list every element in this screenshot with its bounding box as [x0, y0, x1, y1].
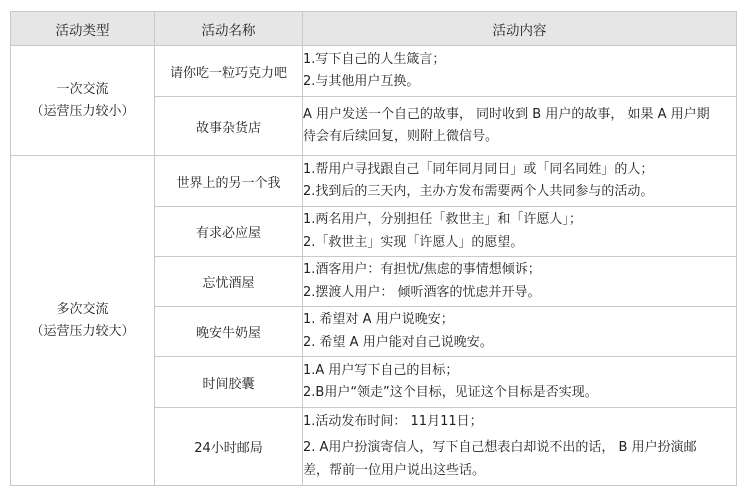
- activity-type-note: （运营压力较小）: [30, 103, 135, 119]
- activity-name-cell: 世界上的另一个我: [155, 156, 303, 207]
- activity-content-cell: [303, 207, 737, 257]
- activity-name-cell: 24小时邮局: [155, 408, 303, 486]
- content-line: 待会有后续回复，则附上微信号。: [303, 129, 499, 144]
- content-line: 2. A用户扮演寄信人，写下自己想表白却说不出的话， B 用户扮演邮: [303, 440, 697, 456]
- content-line: 1.酒客用户：有担忧/焦虑的事情想倾诉；: [303, 262, 541, 277]
- content-line: 1.两名用户，分别担任「救世主」和「许愿人」；: [303, 212, 582, 227]
- content-line: 1.写下自己的人生箴言；: [303, 51, 446, 67]
- header-activity-content: 活动内容: [303, 12, 737, 46]
- header-activity-name: 活动名称: [155, 12, 303, 46]
- content-line: 2.B用户“领走”这个目标，见证这个目标是否实现。: [303, 385, 598, 400]
- table-row: [11, 156, 737, 207]
- activity-content-cell: [303, 408, 737, 486]
- activity-name-cell: 忘忧酒屋: [155, 257, 303, 307]
- content-line: A 用户发送一个自己的故事， 同时收到 B 用户的故事， 如果 A 用户期: [303, 106, 710, 122]
- activity-content-cell: [303, 307, 737, 357]
- activity-type-label: 一次交流: [56, 81, 109, 97]
- content-line: 差，帮前一位用户说出这些话。: [303, 462, 486, 478]
- header-activity-type: 活动类型: [11, 12, 155, 46]
- activity-content-cell: [303, 97, 737, 156]
- activity-content-cell: [303, 357, 737, 408]
- content-line: 1.A 用户写下自己的目标；: [303, 362, 459, 378]
- content-line: 2. 希望 A 用户能对自己说晚安。: [303, 334, 493, 350]
- table-row: [11, 46, 737, 97]
- activity-table: [10, 11, 737, 486]
- content-line: 2.与其他用户互换。: [303, 74, 420, 89]
- header-row: [11, 12, 737, 46]
- activity-name-cell: 故事杂货店: [155, 97, 303, 156]
- activity-name-cell: 有求必应屋: [155, 207, 303, 257]
- content-line: 1.活动发布时间： 11月11日；: [303, 413, 483, 429]
- activity-type-cell: [11, 156, 155, 486]
- activity-name-cell: 时间胶囊: [155, 357, 303, 408]
- content-line: 2.找到后的三天内，主办方发布需要两个人共同参与的活动。: [303, 184, 654, 199]
- activity-content-cell: [303, 46, 737, 97]
- content-line: 1.帮用户寻找跟自己「同年同月同日」或「同名同姓」的人；: [303, 161, 654, 177]
- content-line: 2.「救世主」实现「许愿人」的愿望。: [303, 234, 524, 250]
- activity-type-label: 多次交流: [56, 301, 109, 317]
- activity-type-note: （运营压力较大）: [30, 323, 135, 339]
- activity-content-cell: [303, 257, 737, 307]
- activity-name-cell: 晚安牛奶屋: [155, 307, 303, 357]
- activity-name-cell: 请你吃一粒巧克力吧: [155, 46, 303, 97]
- activity-type-cell: [11, 46, 155, 156]
- content-line: 2.摆渡人用户： 倾听酒客的忧虑并开导。: [303, 284, 541, 300]
- content-line: 1. 希望对 A 用户说晚安；: [303, 312, 454, 327]
- activity-content-cell: [303, 156, 737, 207]
